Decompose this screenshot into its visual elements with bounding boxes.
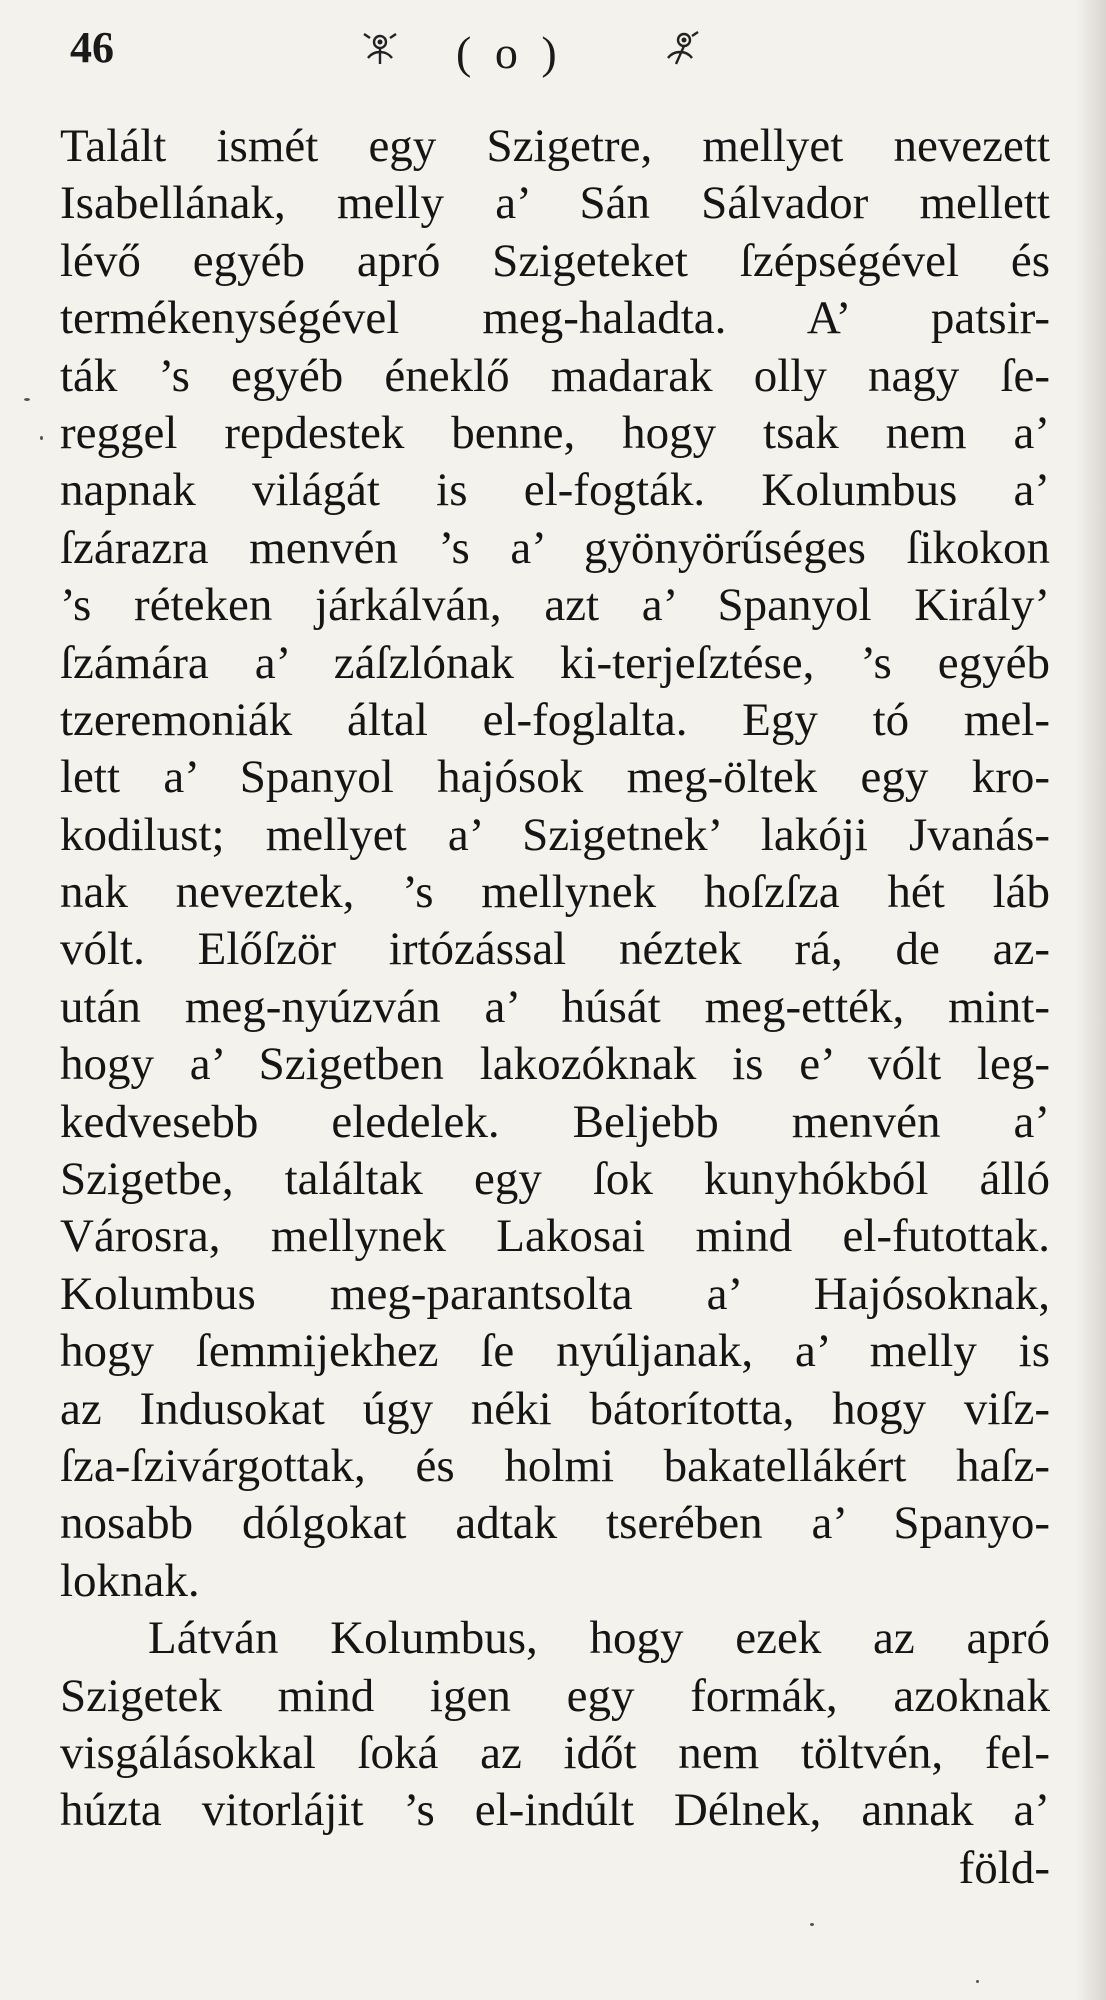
text-line: reggel repdestek benne, hogy tsak nem a’ (60, 406, 1050, 459)
text-line: termékenységével meg-haladta. A’ patsir- (60, 292, 1050, 345)
text-line: Isabellának, melly a’ Sán Sálvador mellett (60, 177, 1050, 230)
text-line: nosabb dólgokat adtak tserében a’ Spanyo- (60, 1497, 1050, 1550)
text-line: ták ’s egyéb éneklő madarak olly nagy ſe- (60, 349, 1050, 402)
text-line: után meg-nyúzván a’ húsát meg-ették, mint- (60, 980, 1050, 1033)
text-line: nak neveztek, ’s mellynek hoſzſza hét láb (60, 866, 1050, 919)
text-line: napnak világát is el-fogták. Kolumbus a’ (60, 464, 1050, 517)
text-line: ſzárazra menvén ’s a’ gyönyörűséges ſikokon (60, 521, 1050, 574)
ink-speck (976, 1980, 979, 1983)
text-line: ſza-ſzivárgottak, és holmi bakatellákért haſz- (60, 1439, 1050, 1492)
ink-speck (24, 398, 30, 401)
text-line: Szigetek mind igen egy formák, azoknak (60, 1669, 1050, 1722)
flower-ornament-icon (360, 28, 400, 68)
text-line: vólt. Előſzör irtózással néztek rá, de az- (60, 923, 1050, 976)
page-number: 46 (70, 23, 114, 72)
ink-speck (40, 436, 43, 440)
text-line: kodilust; mellyet a’ Szigetnek’ lakóji Jvanás- (60, 808, 1050, 861)
flower-ornament-icon (662, 28, 702, 68)
text-line: hogy ſemmijekhez ſe nyúljanak, a’ melly is (60, 1325, 1050, 1378)
text-line: Kolumbus meg-parantsolta a’ Hajósoknak, (60, 1267, 1050, 1320)
text-line: Talált ismét egy Szigetre, mellyet nevezett (60, 120, 1050, 172)
text-line: tzeremoniák által el-foglalta. Egy tó mel- (60, 693, 1050, 746)
text-line: Szigetbe, találtak egy ſok kunyhókból álló (60, 1153, 1050, 1206)
text-line: az Indusokat úgy néki bátorította, hogy viſz- (60, 1382, 1050, 1435)
catchword: föld- (958, 1841, 1050, 1894)
text-line: visgálásokkal ſoká az időt nem töltvén, fel- (60, 1726, 1050, 1779)
body-text (60, 118, 1050, 1897)
text-line: loknak. (60, 1554, 200, 1607)
text-line: ’s réteken járkálván, azt a’ Spanyol Király’ (60, 579, 1050, 632)
text-line: Városra, mellynek Lakosai mind el-futottak. (60, 1210, 1050, 1263)
text-line: húzta vitorlájit ’s el-indúlt Délnek, annak a’ (60, 1784, 1050, 1837)
text-line: kedvesebb eledelek. Beljebb menvén a’ (60, 1095, 1050, 1148)
text-line: lett a’ Spanyol hajósok meg-öltek egy kro- (60, 751, 1050, 804)
text-line: Látván Kolumbus, hogy ezek az apró (148, 1612, 1050, 1665)
ink-speck (810, 1923, 814, 1926)
text-line: ſzámára a’ záſzlónak ki-terjeſztése, ’s egyéb (60, 636, 1050, 689)
text-line: lévő egyéb apró Szigeteket ſzépségével és (60, 234, 1050, 287)
page-header (70, 22, 750, 92)
signature-mark: ( o ) (456, 27, 563, 78)
text-line: hogy a’ Szigetben lakozóknak is e’ vólt leg- (60, 1038, 1050, 1091)
